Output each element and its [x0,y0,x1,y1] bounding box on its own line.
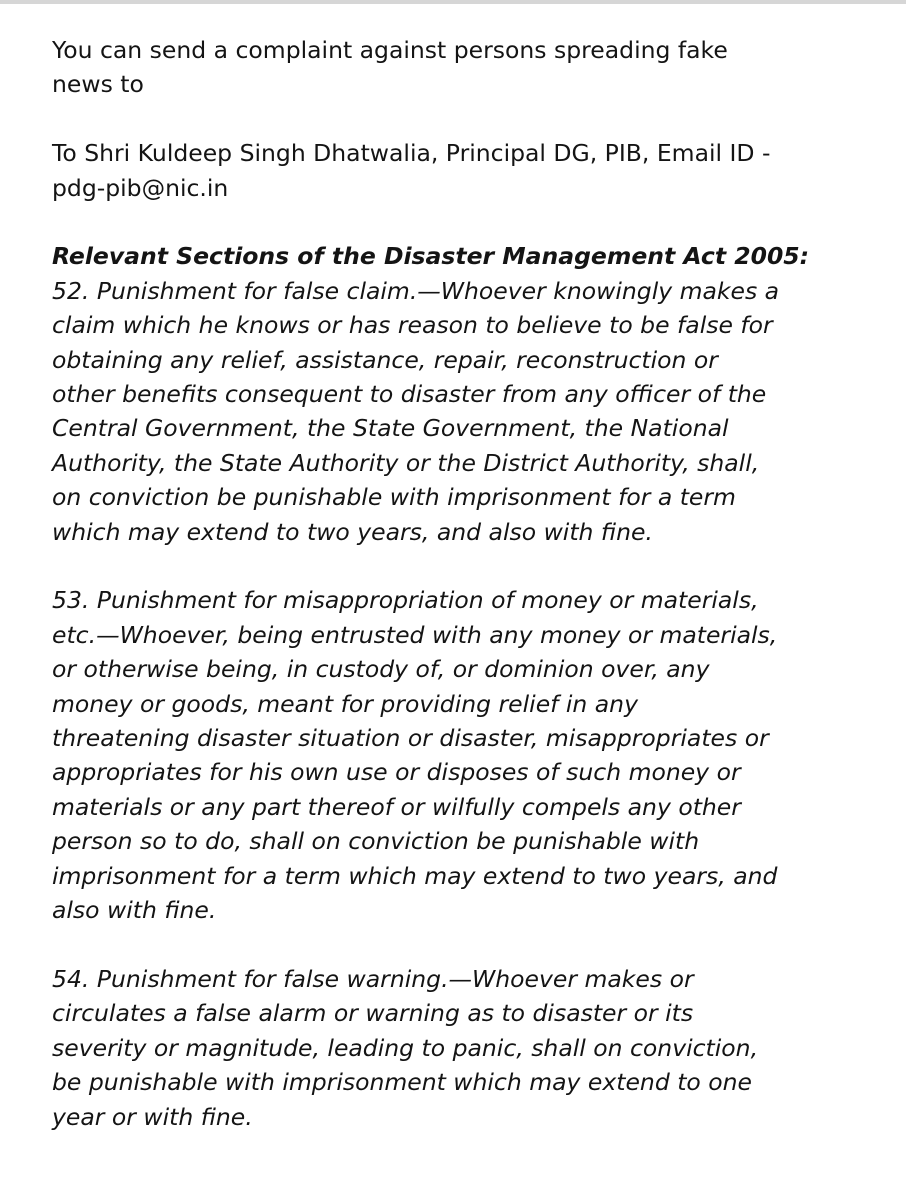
section-54-line: be punishable with imprisonment which may extend to one [52,1068,752,1097]
paragraph-gap [52,205,872,239]
section-52-line: Central Government, the State Government, the National [52,414,729,443]
paragraph-gap [52,928,872,962]
email-address[interactable]: pdg-pib@nic.in [52,173,229,202]
section-53-line: money or goods, meant for providing relief in any [52,689,638,718]
section-54 [52,962,872,1134]
section-52-line: claim which he knows or has reason to believe to be false for [52,311,773,340]
sections-heading [52,239,872,273]
section-52 [52,274,872,549]
section-53 [52,583,872,927]
message-body [52,33,872,1134]
section-54-line: 54. Punishment for false warning.—Whoever makes or [52,964,694,993]
section-52-line: obtaining any relief, assistance, repair, reconstruction or [52,345,718,374]
paragraph-gap [52,102,872,136]
heading-text: Relevant Sections of the Disaster Management Act 2005: [52,242,810,271]
section-53-line: imprisonment for a term which may extend to two years, and [52,861,778,890]
section-53-line: appropriates for his own use or disposes of such money or [52,758,741,787]
intro-line: You can send a complaint against persons spreading fake [52,36,728,64]
paragraph-gap [52,549,872,583]
section-53-line: or otherwise being, in custody of, or dominion over, any [52,655,710,684]
top-divider [0,0,906,4]
contact-line: To Shri Kuldeep Singh Dhatwalia, Principal DG, PIB, Email ID - [52,139,771,168]
section-53-line: also with fine. [52,896,217,925]
section-54-line: year or with fine. [52,1102,253,1131]
section-54-line: circulates a false alarm or warning as to disaster or its [52,999,694,1028]
section-52-line: which may extend to two years, and also with fine. [52,517,653,546]
section-53-line: 53. Punishment for misappropriation of money or materials, [52,586,759,615]
section-53-line: etc.—Whoever, being entrusted with any money or materials, [52,620,778,649]
contact-paragraph [52,136,872,205]
section-52-line: on conviction be punishable with imprisonment for a term [52,483,736,512]
section-52-line: other benefits consequent to disaster from any officer of the [52,380,767,409]
section-53-line: person so to do, shall on conviction be punishable with [52,827,700,856]
intro-paragraph [52,33,872,102]
intro-line: news to [52,70,144,99]
section-53-line: threatening disaster situation or disaster, misappropriates or [52,724,769,753]
section-52-line: 52. Punishment for false claim.—Whoever knowingly makes a [52,276,780,305]
section-52-line: Authority, the State Authority or the District Authority, shall, [52,448,760,477]
section-53-line: materials or any part thereof or wilfully compels any other [52,792,741,821]
section-54-line: severity or magnitude, leading to panic, shall on conviction, [52,1033,759,1062]
